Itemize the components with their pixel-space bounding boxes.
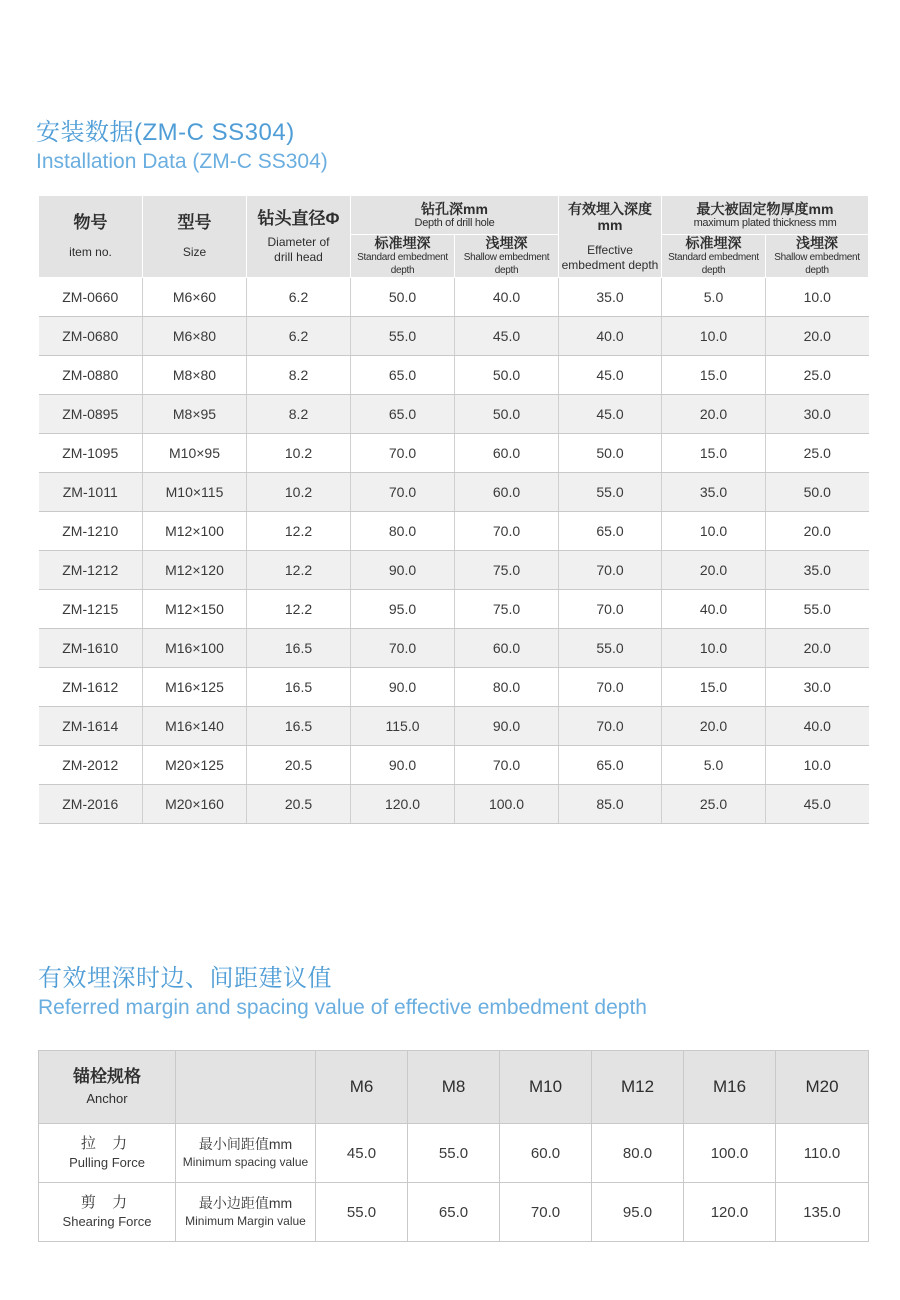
cell-size: M6×60 xyxy=(143,278,247,317)
size-header: M6 xyxy=(316,1051,408,1124)
cell-drill-shallow: 60.0 xyxy=(455,629,559,668)
margin-table xyxy=(38,1050,869,1242)
cell-effective-depth: 45.0 xyxy=(559,356,662,395)
cell-diameter: 20.5 xyxy=(247,785,351,824)
cell-plate-shallow: 40.0 xyxy=(766,707,869,746)
cell-diameter: 20.5 xyxy=(247,746,351,785)
value-cell: 70.0 xyxy=(500,1183,592,1242)
cell-item-no: ZM-2012 xyxy=(39,746,143,785)
cell-effective-depth: 55.0 xyxy=(559,473,662,512)
cell-plate-shallow: 45.0 xyxy=(766,785,869,824)
cell-drill-shallow: 60.0 xyxy=(455,434,559,473)
cell-drill-standard: 90.0 xyxy=(351,668,455,707)
value-cell: 55.0 xyxy=(316,1183,408,1242)
cell-drill-standard: 70.0 xyxy=(351,473,455,512)
table-row xyxy=(39,512,869,551)
header-drill-shallow: 浅埋深 Shallow embedment depth xyxy=(455,235,559,278)
shearing-force-row xyxy=(39,1183,869,1242)
cell-plate-shallow: 20.0 xyxy=(766,629,869,668)
cell-drill-shallow: 90.0 xyxy=(455,707,559,746)
value-cell: 110.0 xyxy=(776,1124,869,1183)
size-header: M8 xyxy=(408,1051,500,1124)
cell-plate-standard: 10.0 xyxy=(662,512,766,551)
cell-size: M10×115 xyxy=(143,473,247,512)
cell-effective-depth: 55.0 xyxy=(559,629,662,668)
header-plate-standard: 标准埋深 Standard embedment depth xyxy=(662,235,766,278)
table-row xyxy=(39,317,869,356)
value-cell: 60.0 xyxy=(500,1124,592,1183)
cell-item-no: ZM-1095 xyxy=(39,434,143,473)
pulling-force-row xyxy=(39,1124,869,1183)
cell-plate-shallow: 10.0 xyxy=(766,278,869,317)
value-cell: 100.0 xyxy=(684,1124,776,1183)
cell-drill-standard: 120.0 xyxy=(351,785,455,824)
cell-plate-standard: 15.0 xyxy=(662,356,766,395)
cell-drill-shallow: 50.0 xyxy=(455,356,559,395)
table-row xyxy=(39,746,869,785)
cell-diameter: 10.2 xyxy=(247,434,351,473)
table-row xyxy=(39,356,869,395)
cell-diameter: 8.2 xyxy=(247,356,351,395)
cell-effective-depth: 70.0 xyxy=(559,551,662,590)
size-header: M10 xyxy=(500,1051,592,1124)
cell-diameter: 12.2 xyxy=(247,512,351,551)
cell-plate-standard: 5.0 xyxy=(662,746,766,785)
force-label: 拉 力 Pulling Force xyxy=(39,1124,176,1183)
cell-drill-shallow: 80.0 xyxy=(455,668,559,707)
anchor-header: 锚栓规格 Anchor xyxy=(39,1051,176,1124)
value-cell: 80.0 xyxy=(592,1124,684,1183)
cell-effective-depth: 70.0 xyxy=(559,668,662,707)
cell-diameter: 10.2 xyxy=(247,473,351,512)
value-cell: 135.0 xyxy=(776,1183,869,1242)
header-drill-depth: 钻孔深mm Depth of drill hole xyxy=(351,196,559,235)
cell-diameter: 6.2 xyxy=(247,278,351,317)
cell-drill-standard: 65.0 xyxy=(351,356,455,395)
cell-effective-depth: 70.0 xyxy=(559,590,662,629)
size-header: M20 xyxy=(776,1051,869,1124)
size-header: M16 xyxy=(684,1051,776,1124)
cell-item-no: ZM-0680 xyxy=(39,317,143,356)
cell-item-no: ZM-1610 xyxy=(39,629,143,668)
value-cell: 55.0 xyxy=(408,1124,500,1183)
table-row xyxy=(39,278,869,317)
cell-drill-standard: 90.0 xyxy=(351,551,455,590)
cell-plate-standard: 40.0 xyxy=(662,590,766,629)
header-diameter: 钻头直径Φ Diameter of drill head xyxy=(247,196,351,278)
cell-item-no: ZM-0660 xyxy=(39,278,143,317)
size-header: M12 xyxy=(592,1051,684,1124)
table-row xyxy=(39,668,869,707)
cell-plate-standard: 20.0 xyxy=(662,551,766,590)
cell-plate-shallow: 35.0 xyxy=(766,551,869,590)
cell-size: M12×100 xyxy=(143,512,247,551)
cell-drill-standard: 55.0 xyxy=(351,317,455,356)
cell-size: M16×100 xyxy=(143,629,247,668)
value-cell: 95.0 xyxy=(592,1183,684,1242)
margin-header-row xyxy=(39,1051,869,1124)
header-plate-shallow: 浅埋深 Shallow embedment depth xyxy=(766,235,869,278)
cell-plate-standard: 10.0 xyxy=(662,317,766,356)
cell-drill-standard: 50.0 xyxy=(351,278,455,317)
cell-item-no: ZM-0895 xyxy=(39,395,143,434)
cell-item-no: ZM-1612 xyxy=(39,668,143,707)
table-row xyxy=(39,707,869,746)
table-row xyxy=(39,473,869,512)
table-row xyxy=(39,590,869,629)
value-cell: 65.0 xyxy=(408,1183,500,1242)
cell-item-no: ZM-2016 xyxy=(39,785,143,824)
table-row xyxy=(39,785,869,824)
cell-size: M10×95 xyxy=(143,434,247,473)
cell-drill-standard: 95.0 xyxy=(351,590,455,629)
table-row xyxy=(39,395,869,434)
cell-plate-shallow: 30.0 xyxy=(766,395,869,434)
cell-plate-shallow: 50.0 xyxy=(766,473,869,512)
cell-drill-standard: 70.0 xyxy=(351,434,455,473)
cell-plate-shallow: 10.0 xyxy=(766,746,869,785)
cell-effective-depth: 35.0 xyxy=(559,278,662,317)
cell-drill-shallow: 70.0 xyxy=(455,746,559,785)
cell-item-no: ZM-1212 xyxy=(39,551,143,590)
force-label: 剪 力 Shearing Force xyxy=(39,1183,176,1242)
cell-drill-standard: 115.0 xyxy=(351,707,455,746)
cell-effective-depth: 65.0 xyxy=(559,746,662,785)
cell-diameter: 16.5 xyxy=(247,668,351,707)
cell-effective-depth: 85.0 xyxy=(559,785,662,824)
cell-size: M8×80 xyxy=(143,356,247,395)
cell-size: M20×160 xyxy=(143,785,247,824)
cell-diameter: 8.2 xyxy=(247,395,351,434)
installation-title-cn: 安装数据(ZM-C SS304) xyxy=(36,119,295,146)
cell-drill-shallow: 75.0 xyxy=(455,551,559,590)
cell-drill-shallow: 70.0 xyxy=(455,512,559,551)
cell-drill-shallow: 50.0 xyxy=(455,395,559,434)
cell-effective-depth: 65.0 xyxy=(559,512,662,551)
installation-table xyxy=(38,195,869,824)
cell-diameter: 12.2 xyxy=(247,551,351,590)
cell-drill-standard: 80.0 xyxy=(351,512,455,551)
margin-title-en: Referred margin and spacing value of effective embedment depth xyxy=(38,996,647,1019)
cell-drill-shallow: 40.0 xyxy=(455,278,559,317)
cell-item-no: ZM-0880 xyxy=(39,356,143,395)
value-description: 最小间距值mm Minimum spacing value xyxy=(176,1124,316,1183)
cell-effective-depth: 50.0 xyxy=(559,434,662,473)
cell-drill-shallow: 100.0 xyxy=(455,785,559,824)
cell-plate-standard: 35.0 xyxy=(662,473,766,512)
cell-size: M20×125 xyxy=(143,746,247,785)
cell-size: M6×80 xyxy=(143,317,247,356)
cell-item-no: ZM-1210 xyxy=(39,512,143,551)
table-row xyxy=(39,434,869,473)
cell-plate-standard: 20.0 xyxy=(662,707,766,746)
cell-plate-shallow: 25.0 xyxy=(766,434,869,473)
cell-size: M16×140 xyxy=(143,707,247,746)
table-row xyxy=(39,551,869,590)
header-effective-depth: 有效埋入深度mm Effective embedment depth xyxy=(559,196,662,278)
header-plated-thickness: 最大被固定物厚度mm maximum plated thickness mm xyxy=(662,196,869,235)
cell-plate-shallow: 55.0 xyxy=(766,590,869,629)
cell-drill-standard: 65.0 xyxy=(351,395,455,434)
cell-diameter: 6.2 xyxy=(247,317,351,356)
cell-plate-standard: 5.0 xyxy=(662,278,766,317)
cell-plate-shallow: 20.0 xyxy=(766,317,869,356)
cell-plate-shallow: 30.0 xyxy=(766,668,869,707)
cell-plate-standard: 20.0 xyxy=(662,395,766,434)
cell-diameter: 16.5 xyxy=(247,629,351,668)
table-row xyxy=(39,629,869,668)
value-cell: 120.0 xyxy=(684,1183,776,1242)
cell-item-no: ZM-1215 xyxy=(39,590,143,629)
cell-drill-shallow: 75.0 xyxy=(455,590,559,629)
cell-item-no: ZM-1011 xyxy=(39,473,143,512)
header-item-no: 物号 item no. xyxy=(39,196,143,278)
cell-size: M16×125 xyxy=(143,668,247,707)
cell-drill-shallow: 60.0 xyxy=(455,473,559,512)
installation-title-en: Installation Data (ZM-C SS304) xyxy=(36,150,328,173)
header-drill-standard: 标准埋深 Standard embedment depth xyxy=(351,235,455,278)
cell-plate-standard: 10.0 xyxy=(662,629,766,668)
cell-plate-shallow: 25.0 xyxy=(766,356,869,395)
cell-effective-depth: 70.0 xyxy=(559,707,662,746)
cell-effective-depth: 45.0 xyxy=(559,395,662,434)
margin-title-cn: 有效埋深时边、间距建议值 xyxy=(38,965,332,992)
cell-plate-shallow: 20.0 xyxy=(766,512,869,551)
cell-drill-standard: 70.0 xyxy=(351,629,455,668)
value-description: 最小边距值mm Minimum Margin value xyxy=(176,1183,316,1242)
cell-plate-standard: 15.0 xyxy=(662,668,766,707)
cell-item-no: ZM-1614 xyxy=(39,707,143,746)
cell-size: M8×95 xyxy=(143,395,247,434)
header-size: 型号 Size xyxy=(143,196,247,278)
cell-size: M12×150 xyxy=(143,590,247,629)
cell-diameter: 16.5 xyxy=(247,707,351,746)
value-cell: 45.0 xyxy=(316,1124,408,1183)
cell-drill-standard: 90.0 xyxy=(351,746,455,785)
cell-effective-depth: 40.0 xyxy=(559,317,662,356)
cell-plate-standard: 25.0 xyxy=(662,785,766,824)
cell-diameter: 12.2 xyxy=(247,590,351,629)
cell-drill-shallow: 45.0 xyxy=(455,317,559,356)
cell-size: M12×120 xyxy=(143,551,247,590)
anchor-header-blank xyxy=(176,1051,316,1124)
cell-plate-standard: 15.0 xyxy=(662,434,766,473)
